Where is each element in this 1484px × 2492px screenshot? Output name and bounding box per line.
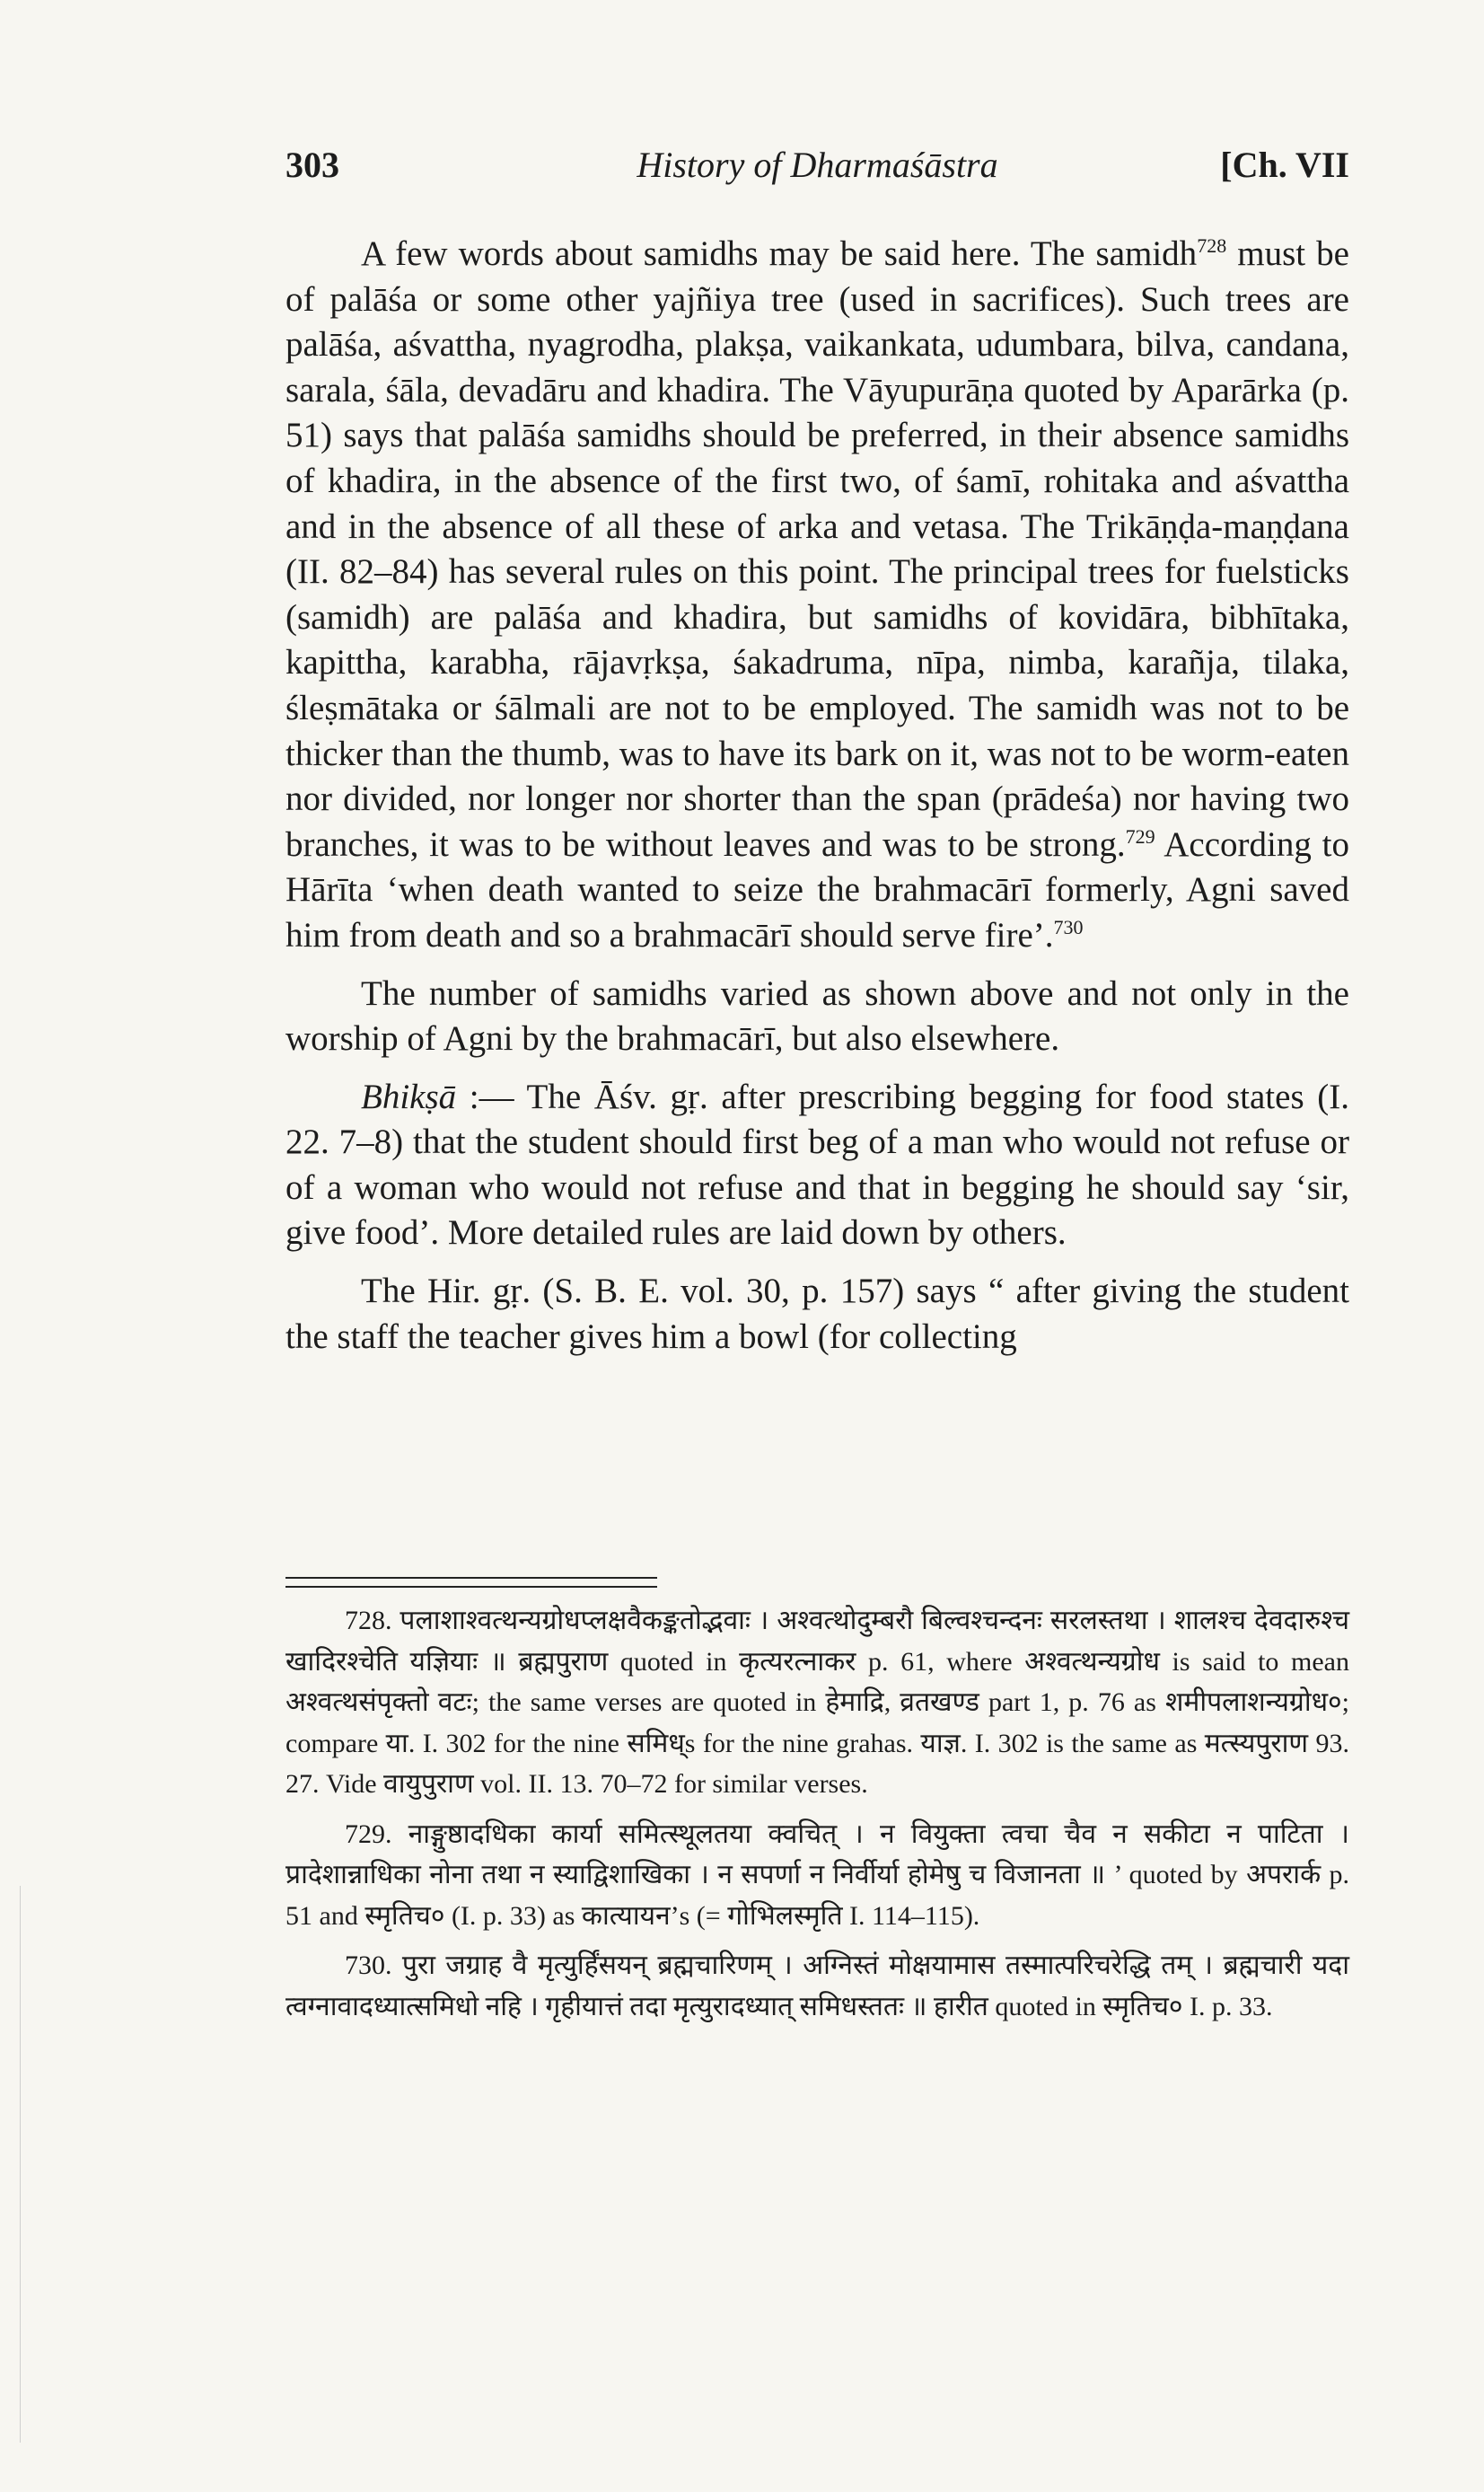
text-run: :— The Āśv. gṛ. after prescribing begging for food states (I. 22. 7–8) that the student should first beg of a man who would not refuse or of a woman who would not refuse and that in begging he should say ‘sir, give food’. More detailed rules are laid down by others. xyxy=(285,1077,1349,1253)
paragraph-hir-grhya: The Hir. gṛ. (S. B. E. vol. 30, p. 157) says “ after giving the student the staff the teacher gives him a bowl (for collecting xyxy=(285,1272,1349,1356)
text-run: must be of palāśa or some other yajñiya tree (used in sacrifices). Such trees are palāśa, aśvattha, nyagrodha, plakṣa, vaikankata, udumbara, bilva, candana, sarala, śāla, devadāru and khadira. The Vāyupurāṇa quoted by Aparārka (p. 51) says that palāśa samidhs should be preferred, in their absence samidhs of khadira, in the absence of the first two, of śamī, rohitaka and aśvattha and in the absence of all these of arka and vetasa. The Trikāṇḍa-maṇḍana (II. 82–84) has several rules on this point. The principal trees for fuelsticks (samidh) are palāśa and khadira, but samidhs of kovidāra, bibhītaka, kapittha, karabha, rājavṛkṣa, śakadruma, nīpa, nimba, karañja, tilaka, śleṣmātaka or śālmali are not to be employed. The samidh was not to be thicker than the thumb, was to have its bark on it, was not to be worm-eaten nor divided, nor longer nor shorter than the span (prādeśa) nor having two branches, it was to be without leaves and was to be strong. xyxy=(285,234,1349,864)
page-number: 303 xyxy=(285,145,339,185)
footnote-730: 730. पुरा जग्राह वै मृत्युर्हिंसयन् ब्रह्मचारिणम् । अग्निस्तं मोक्षयामास तस्मात्परिचरेद्धि तम् । ब्रह्मचारी यदा त्वग्नावादध्यात्समिधो नहि । गृहीयात्तं तदा मृत्युरादध्यात् समिधस्ततः ॥ हारीत quoted in स्मृतिच० I. p. 33. xyxy=(285,1950,1349,2021)
paragraph-bhiksa xyxy=(285,1075,1349,1256)
paragraph-number-of-samidhs: The number of samidhs varied as shown above and not only in the worship of Agni by the brahmacārī, but also elsewhere. xyxy=(285,973,1349,1059)
text-run: A few words about samidhs may be said here. The samidh xyxy=(361,234,1198,273)
footnotes xyxy=(285,1600,1349,2036)
chapter-label: [Ch. VII xyxy=(1220,145,1349,185)
paragraph-samidhs xyxy=(285,232,1349,959)
scan-edge-line xyxy=(20,1886,21,2443)
running-header xyxy=(285,144,1349,198)
footnote-ref-728: 728 xyxy=(1197,234,1227,257)
footnote-729: 729. नाङ्गुष्ठादधिका कार्या समित्स्थूलतया क्वचित् । न वियुक्ता त्वचा चैव न सकीटा न पाटिता । प्रादेशान्नाधिका नोना तथा न स्याद्विशाखिका । न सपर्णा न निर्वीर्या होमेषु च विजानता ॥ ’ quoted by अपरार्क p. 51 and स्मृतिच० (I. p. 33) as कात्यायन’s (= गोभिलस्मृति I. 114–115). xyxy=(285,1818,1349,1931)
footnote-ref-729: 729 xyxy=(1125,824,1155,848)
footnote-separator-2 xyxy=(285,1586,657,1588)
footnote-ref-730: 730 xyxy=(1053,915,1084,938)
text-run: According to Hārīta ‘when death wanted to seize the brahmacārī formerly, Agni saved him from death and so a brahmacārī should serve fire’. xyxy=(285,824,1349,955)
main-text xyxy=(285,232,1349,1372)
footnote-separator xyxy=(285,1577,657,1579)
running-title: History of Dharmaśāstra xyxy=(637,145,998,185)
bhiksa-heading: Bhikṣā xyxy=(361,1077,457,1116)
footnote-728: 728. पलाशाश्वत्थन्यग्रोधप्लक्षवैकङ्कतोद्भवाः । अश्वत्थोदुम्बरौ बिल्वश्चन्दनः सरलस्तथा । शालश्च देवदारुश्च खादिरश्चेति यज्ञियाः ॥ ब्रह्मपुराण quoted in कृत्यरत्नाकर p. 61, where अश्वत्थन्यग्रोध is said to mean अश्वत्थसंपृक्तो वटः; the same verses are quoted in हेमाद्रि, व्रतखण्ड part 1, p. 76 as शमीपलाशन्यग्रोध०; compare या. I. 302 for the nine समिध्s for the nine grahas. याज्ञ. I. 302 is the same as मत्स्यपुराण 93. 27. Vide वायुपुराण vol. II. 13. 70–72 for similar verses. xyxy=(285,1606,1349,1799)
